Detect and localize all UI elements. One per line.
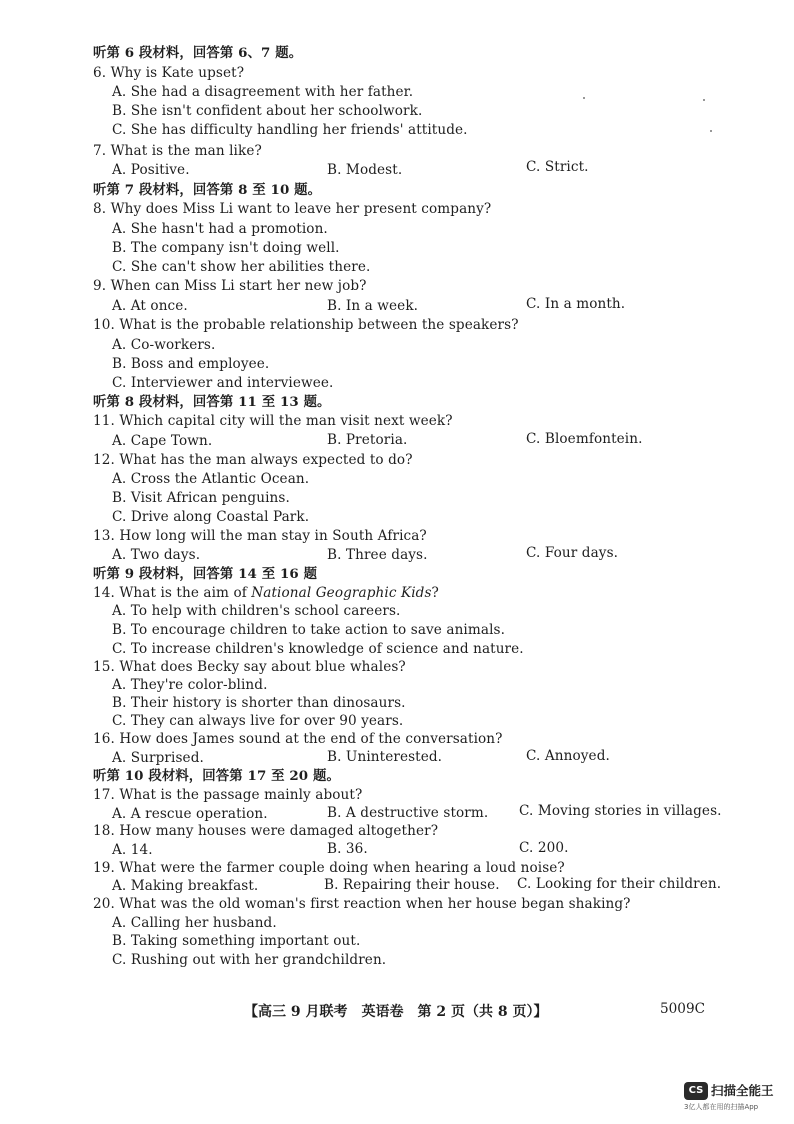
option-11a: A. Cape Town. [112, 433, 213, 449]
question-9: 9. When can Miss Li start her new job? [93, 278, 367, 294]
question-8: 8. Why does Miss Li want to leave her present company? [93, 201, 492, 217]
question-7: 7. What is the man like? [93, 143, 262, 159]
scanner-app-name: 扫描全能王 [711, 1083, 774, 1098]
option-19a: A. Making breakfast. [112, 878, 259, 894]
option-13a: A. Two days. [112, 547, 201, 563]
option-17b: B. A destructive storm. [327, 805, 489, 821]
option-17a: A. A rescue operation. [112, 806, 268, 822]
option-17c: C. Moving stories in villages. [519, 803, 722, 819]
question-13: 13. How long will the man stay in South Africa? [93, 528, 427, 544]
option-15b: B. Their history is shorter than dinosaurs. [112, 695, 406, 711]
option-8c: C. She can't show her abilities there. [112, 259, 371, 275]
option-11b: B. Pretoria. [327, 432, 408, 448]
option-6a: A. She had a disagreement with her father. [112, 84, 414, 100]
option-11c: C. Bloemfontein. [526, 431, 643, 447]
option-10c: C. Interviewer and interviewee. [112, 375, 334, 391]
question-14-suffix: ? [431, 585, 439, 601]
option-19b: B. Repairing their house. [324, 877, 500, 893]
question-6: 6. Why is Kate upset? [93, 65, 245, 81]
option-7a: A. Positive. [112, 162, 190, 178]
scanner-logo-icon: CS [684, 1082, 708, 1100]
question-18: 18. How many houses were damaged altogether? [93, 823, 439, 839]
question-16: 16. How does James sound at the end of the conversation? [93, 731, 503, 747]
section-header-9: 听第 9 段材料，回答第 14 至 16 题 [93, 566, 318, 582]
option-10a: A. Co-workers. [112, 337, 216, 353]
option-14a: A. To help with children's school careers. [112, 603, 401, 619]
option-18c: C. 200. [519, 840, 569, 856]
option-6b: B. She isn't confident about her schoolwork. [112, 103, 423, 119]
option-9b: B. In a week. [327, 298, 419, 314]
option-6c: C. She has difficulty handling her friends' attitude. [112, 122, 468, 138]
question-11: 11. Which capital city will the man visit next week? [93, 413, 453, 429]
option-8b: B. The company isn't doing well. [112, 240, 340, 256]
scanner-tagline: 3亿人都在用的扫描App [684, 1103, 759, 1111]
option-8a: A. She hasn't had a promotion. [112, 221, 328, 237]
scan-speck [583, 97, 585, 99]
option-13b: B. Three days. [327, 547, 428, 563]
page-footer: 【高三 9 月联考 英语卷 第 2 页（共 8 页）】 [244, 1004, 548, 1020]
option-16b: B. Uninterested. [327, 749, 443, 765]
section-header-7: 听第 7 段材料，回答第 8 至 10 题。 [93, 182, 322, 198]
option-20c: C. Rushing out with her grandchildren. [112, 952, 387, 968]
option-12b: B. Visit African penguins. [112, 490, 290, 506]
option-14c: C. To increase children's knowledge of science and nature. [112, 641, 524, 657]
question-14-prefix: 14. What is the aim of [93, 585, 252, 601]
exam-code: 5009C [660, 1001, 705, 1017]
option-10b: B. Boss and employee. [112, 356, 270, 372]
option-20a: A. Calling her husband. [112, 915, 277, 931]
question-10: 10. What is the probable relationship between the speakers? [93, 317, 519, 333]
option-18b: B. 36. [327, 841, 368, 857]
question-15: 15. What does Becky say about blue whales? [93, 659, 406, 675]
option-13c: C. Four days. [526, 545, 619, 561]
question-12: 12. What has the man always expected to do? [93, 452, 413, 468]
option-9c: C. In a month. [526, 296, 626, 312]
section-header-10: 听第 10 段材料，回答第 17 至 20 题。 [93, 768, 340, 784]
option-16c: C. Annoyed. [526, 748, 610, 764]
magazine-title: National Geographic Kids [251, 585, 432, 601]
option-18a: A. 14. [112, 842, 153, 858]
option-19c: C. Looking for their children. [517, 876, 722, 892]
question-20: 20. What was the old woman's first reaction when her house began shaking? [93, 896, 631, 912]
scan-speck [710, 130, 712, 132]
question-14 [93, 584, 439, 602]
option-12a: A. Cross the Atlantic Ocean. [112, 471, 310, 487]
option-12c: C. Drive along Coastal Park. [112, 509, 310, 525]
scanner-watermark [684, 1082, 794, 1118]
option-7b: B. Modest. [327, 162, 403, 178]
section-header-8: 听第 8 段材料，回答第 11 至 13 题。 [93, 394, 331, 410]
scan-speck [703, 99, 705, 101]
option-20b: B. Taking something important out. [112, 933, 361, 949]
section-header-6: 听第 6 段材料，回答第 6、7 题。 [93, 45, 303, 61]
option-16a: A. Surprised. [112, 750, 204, 766]
option-14b: B. To encourage children to take action to save animals. [112, 622, 506, 638]
option-9a: A. At once. [112, 298, 188, 314]
question-19: 19. What were the farmer couple doing when hearing a loud noise? [93, 860, 565, 876]
question-17: 17. What is the passage mainly about? [93, 787, 363, 803]
option-15a: A. They're color-blind. [112, 677, 268, 693]
option-15c: C. They can always live for over 90 years. [112, 713, 404, 729]
option-7c: C. Strict. [526, 159, 589, 175]
